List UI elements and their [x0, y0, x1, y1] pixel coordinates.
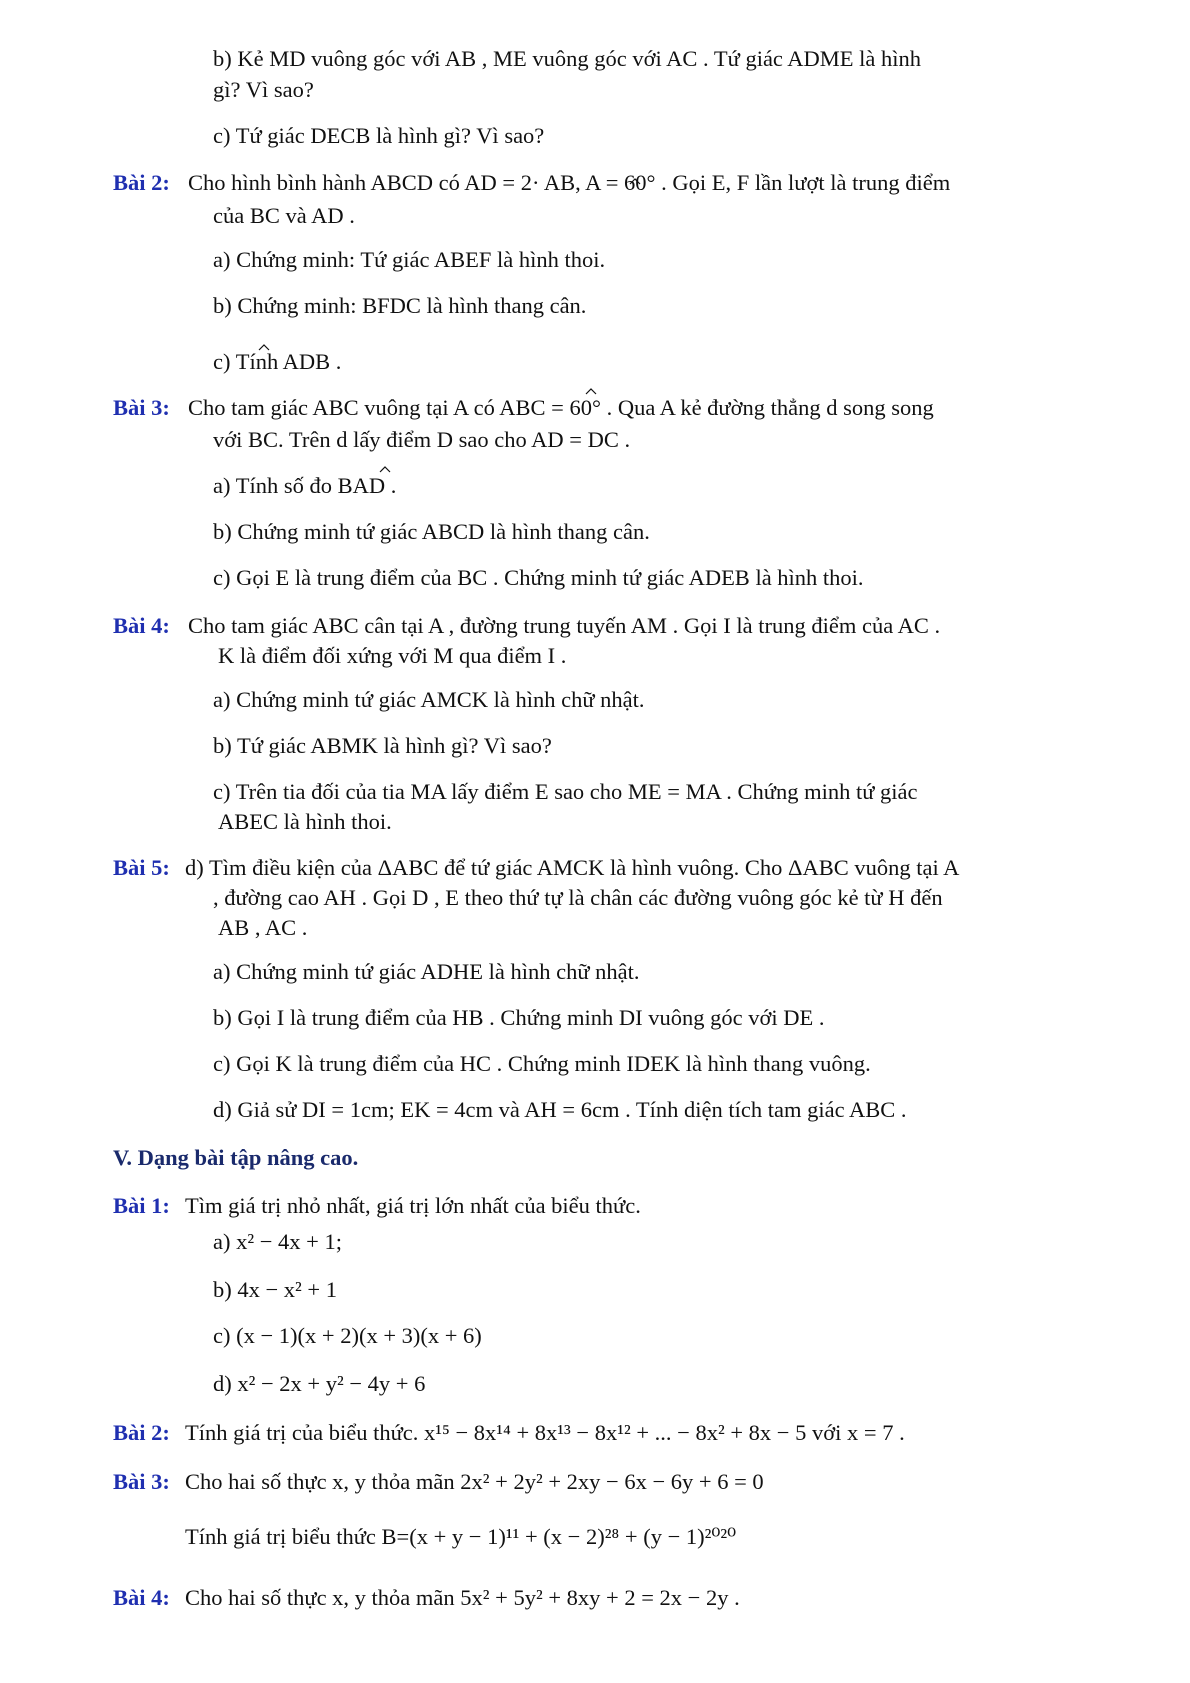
text-line: [213, 1322, 482, 1350]
text-line: [185, 1523, 736, 1551]
line-text: b) Chứng minh: BFDC là hình thang cân.: [213, 293, 587, 318]
text-line: [218, 808, 392, 836]
line-text: gì? Vì sao?: [213, 77, 314, 102]
exercise-line: [185, 854, 959, 882]
text-line: [213, 518, 650, 546]
exercise-line: [188, 394, 934, 422]
text-line: [213, 292, 586, 320]
line-text: c) Gọi E là trung điểm của BC . Chứng minh tứ giác ADEB là hình thoi.: [213, 565, 864, 590]
line-text: ABEC là hình thoi.: [218, 809, 392, 834]
line-text: b) 4x − x² + 1: [213, 1277, 337, 1302]
line-text: Cho hai số thực x, y thỏa mãn 2x² + 2y² + 2xy − 6x − 6y + 6 = 0: [185, 1469, 764, 1494]
exercise-label: Bài 2:: [113, 170, 170, 195]
line-text: Tính giá trị của biểu thức. x¹⁵ − 8x¹⁴ + 8x¹³ − 8x¹² + ... − 8x² + 8x − 5 với x = 7 .: [185, 1420, 905, 1445]
line-text: d) Tìm điều kiện của ΔABC để tứ giác AMCK là hình vuông. Cho ΔABC vuông tại A: [185, 855, 960, 880]
text-line: [213, 472, 396, 500]
line-text: a) Chứng minh: Tứ giác ABEF là hình thoi.: [213, 247, 606, 272]
text-line: [213, 426, 630, 454]
line-text: , đường cao AH . Gọi D , E theo thứ tự là chân các đường vuông góc kẻ từ H đến: [213, 885, 943, 910]
text-line: [218, 914, 307, 942]
line-text: K là điểm đối xứng với M qua điểm I .: [218, 643, 567, 668]
section-heading: [113, 1144, 358, 1172]
line-text: Cho hình bình hành ABCD có AD = 2· AB, A = 60° . Gọi E, F lần lượt là trung điểm: [188, 170, 951, 195]
text-line: [213, 564, 864, 592]
text-line: [213, 958, 640, 986]
line-text: c) Trên tia đối của tia MA lấy điểm E sao cho ME = MA . Chứng minh tứ giác: [213, 779, 918, 804]
text-line: [213, 686, 645, 714]
line-text: d) Giả sử DI = 1cm; EK = 4cm và AH = 6cm . Tính diện tích tam giác ABC .: [213, 1097, 907, 1122]
line-text: a) Tính số đo BAD .: [213, 473, 397, 498]
text-line: [213, 1004, 825, 1032]
text-line: [213, 246, 605, 274]
exercise-label: Bài 5:: [113, 855, 170, 880]
line-text: b) Tứ giác ABMK là hình gì? Vì sao?: [213, 733, 552, 758]
exercise-line: [185, 1468, 764, 1496]
exercise-label: Bài 1:: [113, 1193, 170, 1218]
exercise-line: [188, 169, 950, 197]
text-line: [213, 1276, 337, 1304]
text-line: [213, 1050, 871, 1078]
line-text: b) Chứng minh tứ giác ABCD là hình thang cân.: [213, 519, 650, 544]
line-text: b) Gọi I là trung điểm của HB . Chứng minh DI vuông góc với DE .: [213, 1005, 825, 1030]
text-line: [218, 642, 566, 670]
line-text: c) Tứ giác DECB là hình gì? Vì sao?: [213, 123, 545, 148]
line-text: Tìm giá trị nhỏ nhất, giá trị lớn nhất của biểu thức.: [185, 1193, 641, 1218]
text-line: [213, 732, 552, 760]
line-text: c) (x − 1)(x + 2)(x + 3)(x + 6): [213, 1323, 482, 1348]
exercise-label: Bài 3:: [113, 1469, 170, 1494]
line-text: với BC. Trên d lấy điểm D sao cho AD = DC .: [213, 427, 631, 452]
exercise-line: [188, 612, 940, 640]
line-text: a) Chứng minh tứ giác AMCK là hình chữ nhật.: [213, 687, 645, 712]
line-text: Cho hai số thực x, y thỏa mãn 5x² + 5y² + 8xy + 2 = 2x − 2y .: [185, 1585, 740, 1610]
exercise-label: Bài 2:: [113, 1420, 170, 1445]
text-line: [213, 1096, 907, 1124]
line-text: Cho tam giác ABC vuông tại A có ABC = 60° . Qua A kẻ đường thẳng d song song: [188, 395, 934, 420]
text-line: [213, 1370, 425, 1398]
text-line: [213, 76, 314, 104]
line-text: của BC và AD .: [213, 203, 355, 228]
exercise-line: [185, 1584, 740, 1612]
exercise-label: Bài 4:: [113, 613, 170, 638]
text-line: [213, 1228, 342, 1256]
text-line: [213, 122, 544, 150]
text-line: [213, 45, 921, 73]
line-text: d) x² − 2x + y² − 4y + 6: [213, 1371, 426, 1396]
text-line: [213, 778, 918, 806]
line-text: AB , AC .: [218, 915, 308, 940]
line-text: Cho tam giác ABC cân tại A , đường trung tuyến AM . Gọi I là trung điểm của AC .: [188, 613, 941, 638]
line-text: b) Kẻ MD vuông góc với AB , ME vuông góc với AC . Tứ giác ADME là hình: [213, 46, 922, 71]
text-line: [213, 202, 355, 230]
exercise-line: [185, 1419, 905, 1447]
line-text: a) Chứng minh tứ giác ADHE là hình chữ nhật.: [213, 959, 640, 984]
exercise-label: Bài 4:: [113, 1585, 170, 1610]
line-text: Tính giá trị biểu thức B=(x + y − 1)¹¹ + (x − 2)²⁸ + (y − 1)²⁰²⁰: [185, 1524, 737, 1549]
text-line: [213, 348, 341, 376]
line-text: c) Tính ADB .: [213, 349, 342, 374]
line-text: c) Gọi K là trung điểm của HC . Chứng minh IDEK là hình thang vuông.: [213, 1051, 871, 1076]
exercise-line: [185, 1192, 641, 1220]
exercise-label: Bài 3:: [113, 395, 170, 420]
line-text: V. Dạng bài tập nâng cao.: [113, 1145, 359, 1170]
line-text: a) x² − 4x + 1;: [213, 1229, 342, 1254]
text-line: [213, 884, 943, 912]
